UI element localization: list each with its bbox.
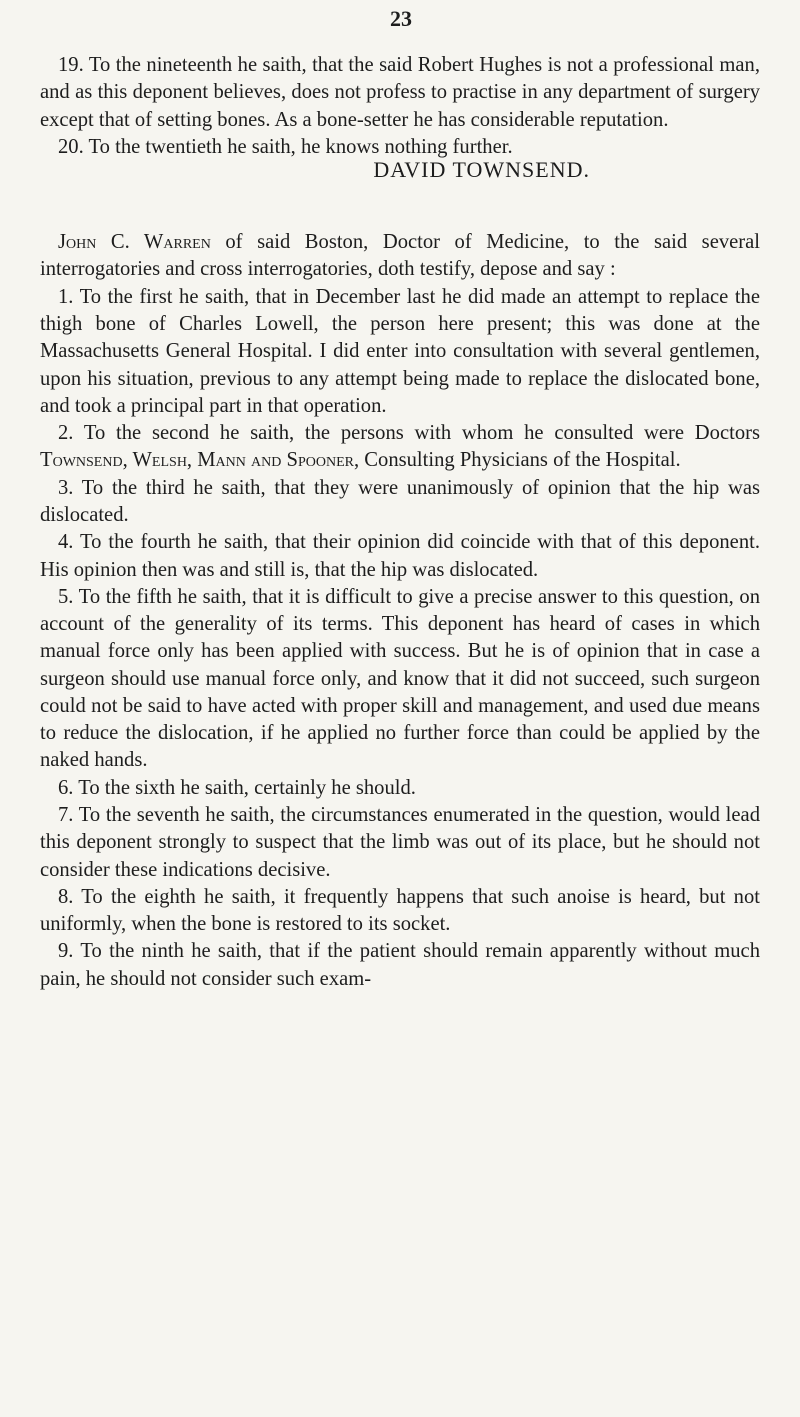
paragraph-19: 19. To the nineteenth he saith, that the said Robert Hughes is not a professional man, and as this deponent believes, does not profess to practise in any department of surgery except that of setting bones. As a bone-setter he has considerable reputation. — [40, 54, 760, 131]
page-number: 23 — [390, 6, 412, 31]
answer-2-end: Consulting Physicians of the Hospital. — [364, 449, 681, 472]
paragraph-20: 20. To the twentieth he saith, he knows nothing further. — [58, 135, 513, 158]
answer-9: 9. To the ninth he saith, that if the patient should remain apparently without much pain, he should not consider such exam- — [40, 940, 760, 990]
answer-5: 5. To the fifth he saith, that it is difficult to give a precise answer to this question, on account of the generality of its terms. This deponent has heard of cases in which manual force only has been applied with success. But he is of opinion that in case a surgeon should use manual force only, and know that it did not succeed, such surgeon could not be said to have acted with proper skill and management, and used due means to reduce the dislocation, if he applied no further force than could be applied by the naked hands. — [40, 585, 760, 772]
answer-1: 1. To the first he saith, that in December last he did made an attempt to replace the thigh bone of Charles Lowell, the person here present; this was done at the Massachusetts General Hospital. I did enter into consultation with several gentlemen, upon his situation, previous to any attempt being made to replace the dislocated bone, and took a principal part in that operation. — [40, 285, 760, 417]
answer-3: 3. To the third he saith, that they were unanimously of opinion that the hip was dislocated. — [40, 476, 760, 526]
deposition-intro — [40, 229, 760, 284]
deponent-name: John C. Warren — [58, 231, 211, 254]
section-spacer — [40, 205, 760, 229]
consulting-doctors-names: Townsend, Welsh, Mann and Spooner, — [40, 449, 360, 472]
answer-2 — [40, 420, 760, 475]
answer-4: 4. To the fourth he saith, that their opinion did coincide with that of this deponent. His opinion then was and still is, that the hip was dislocated. — [40, 531, 760, 581]
signature-david-townsend: DAVID TOWNSEND. — [373, 157, 590, 183]
deposition-intro-text: of said Boston, Doctor of Medicine, to the said several interrogatories and cross interrogatories, doth testify, depose and say : — [40, 231, 760, 281]
answer-7: 7. To the seventh he saith, the circumstances enumerated in the question, would lead this deponent strongly to suspect that the limb was out of its place, but he should not consider these indications decisive. — [40, 804, 760, 881]
answer-6: 6. To the sixth he saith, certainly he should. — [58, 776, 416, 799]
answer-8: 8. To the eighth he saith, it frequently happens that such anoise is heard, but not uniformly, when the bone is restored to its socket. — [40, 885, 760, 936]
answer-2-start: 2. To the second he saith, the persons with whom he consulted were Doctors — [58, 422, 760, 445]
